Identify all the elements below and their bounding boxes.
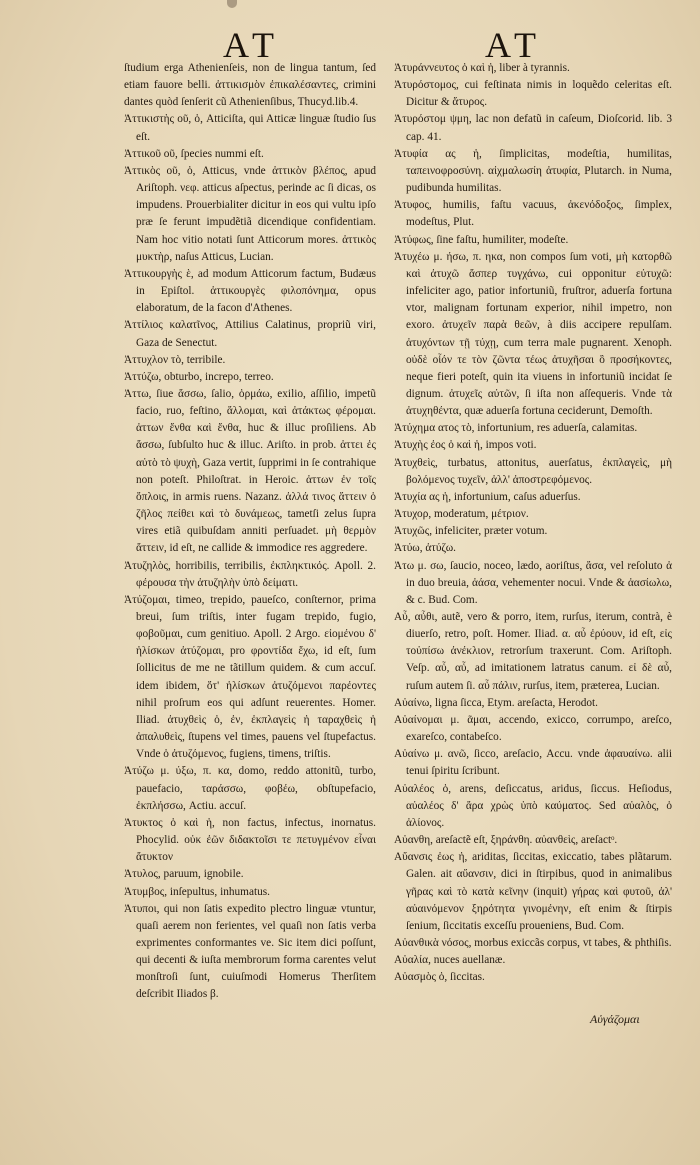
- dictionary-entry: Ἀτυκτος ὁ καὶ ἡ, non factus, infectus, inornatus. Phocylid. οὐκ ἐῶν διδακτοῖσι τε πετυγμένον εἶναι ἄτυκτον: [124, 816, 376, 864]
- running-head-right: AT: [485, 25, 543, 65]
- dictionary-entry: Ἀτυμβος, inſepultus, inhumatus.: [124, 885, 270, 898]
- dictionary-entry: Ἀτω μ. σω, ſaucio, noceo, lædo, aoriſtus, ἄσα, vel reſoluto ἀ in duo breuia, ἀάσα, vehementer nocui. Vnde & ἀασίωλω, & c. Bud. Com.: [394, 559, 672, 606]
- dictionary-entry: Ἀτύζομαι, timeo, trepido, paueſco, conſternor, prima breui, ſum triſtis, inter fugam trepido, fugio, φοβοῦμαι, cum genitiuo. Apoll. 2 Argo. εἰομένου δ' ἡλίσκων ἀτύζομαι, pro φροντίδα ἔχω, id eſt, ſum ſollicitus de me ne tãtillum quidem. & cum accuſ. idem ibidem, ὅτ' ἠλίσκων ἀτυζόμενοι παρέοντες nihil proſrum eos qui adſunt reuerentes. Homer. Iliad. ἀτυχθεὶς ὁ, ἐν, ἐκπλαγεὶς ἡ ταραχθεὶς ἡ ἀπαλυθεὶς, ſtupens vel times, pauens vel ſtupefactus. Vnde ὁ ἀτυζόμενος, fugiens, timens, triſtis.: [124, 593, 376, 761]
- dictionary-entry: Αὐανθικὰ νόσος, morbus exiccãs corpus, vt tabes, & phthiſis.: [394, 936, 672, 949]
- dictionary-entry: Αὐαίνω μ. ανῶ, ſicco, areſacio, Accu. vnde ἀφαυαίνω. alii tenui ſpiritu ſcribunt.: [394, 748, 672, 778]
- dictionary-entry: Ἀτύω, ἀτύζω.: [394, 542, 456, 555]
- dictionary-entry: Ἀτυζηλὸς, horribilis, terribilis, ἐκπληκτικός. Apoll. 2. φέρουσα τὴν ἀτυζηλὴν ὑπὸ δείματι.: [124, 559, 376, 589]
- dictionary-entry: Ἀτυχθεὶς, turbatus, attonitus, auerſatus, ἐκπλαγεὶς, μὴ βολόμενος τυχεῖν, ἀλλ' ἀποστρεφόμενος.: [394, 456, 672, 486]
- catchword: Αὐγάζομαι: [590, 1012, 640, 1026]
- dictionary-entry: Ἀτυχέω μ. ήσω, π. ηκα, non compos ſum voti, μὴ κατορθῶ καὶ ἀτυχῶ ἄσπερ τυγχάνω, cui opponitur εὐτυχῶ: infeliciter ago, patior infortuniũ, fruſtror, aduerſa fortuna vtor, malignam fortunam experior, nihil impetro, non exoro. ἀτυχεῖν παρὰ θεῶν, à diis accipere repulſam. ἀτυχόντων τῇ τύχῃ, cum terra male pugnarent. Xenoph. οὐδὲ οἷόν τε τὸν ζῶντα τέως ἀτυχῆσαι ὃ προσήκοντες, neque fieri poteſt, quin ita viuens in infortuniũ incidat ſe dignum. ἀτυχεῖς αὐτῶν, ſi iſta non aſſequeris. Vnde τὰ ἀτυχηθέντα, quæ aduerſa fortuna ceciderunt, Demoſth.: [394, 250, 672, 418]
- right-column: [394, 60, 672, 986]
- dictionary-entry: Ἀττικιστὴς οῦ, ὁ, Atticiſta, qui Atticæ linguæ ſtudio ſus eſt.: [124, 113, 376, 143]
- dictionary-entry: Αὐαλία, nuces auellanæ.: [394, 954, 506, 967]
- dictionary-entry: Ἀττικουργὴς ὲ, ad modum Atticorum factum, Budæus in Epiſtol. ἀττικουργὲς φιλοπόνημα, opus elaboratum, de la facon d'Athenes.: [124, 267, 376, 315]
- ink-blot: [227, 0, 237, 8]
- dictionary-entry: Αὐαίνομαι μ. ᾶμαι, accendo, exicco, corrumpo, areſco, exareſco, contabeſco.: [394, 713, 672, 744]
- dictionary-entry: Αὐαίνω, ligna ſicca, Etym. areſacta, Herodot.: [394, 696, 599, 709]
- dictionary-entry: Ἀτυχία ας ἡ, infortunium, caſus aduerſus.: [394, 490, 581, 503]
- dictionary-entry: ſtudium erga Athenienſeis, non de lingua tantum, ſed etiam fauore belli. ἀττικισμὸν ἐπικαλέσαντες, crimini dantes quòd ſenſerit cũ Athenienſibus, Thucyd.lib.4.: [124, 62, 376, 109]
- dictionary-entry: Ἀτυφος, humilis, faſtu vacuus, ἀκενόδοξος, ſimplex, modeſtus, Plut.: [394, 199, 672, 229]
- dictionary-entry: Ἀτυρόστομ ψμη, lac non defatũ in caſeum, Dioſcorid. lib. 3 cap. 41.: [394, 113, 672, 143]
- dictionary-entry: Αὖ, αὖθι, autẽ, vero & porro, item, rurſus, iterum, contrà, è diuerſo, retro, poſt. Homer. Iliad. α. αὖ ἐρύουν, id eſt, εἰς τοὐπίσω ἀνέκλιον, retrorſum traxerunt. Com. Ariſtoph. Veſp. αὖ, αὖ, ad imitationem latratus canum. εἰ δὲ αὖ, ruſum autem ſi. αὖ πάλιν, rurſus, item, præterea, Lucian.: [394, 611, 672, 692]
- dictionary-entry: Ἀτυφία ας ἡ, ſimplicitas, modeſtia, humilitas, ταπεινοφροσύνη. αἰχμαλωσίη ἀτυφία, Plutarch. in Numa, pudibunda humilitas.: [394, 147, 672, 195]
- dictionary-entry: Ἀτύζω μ. ύξω, π. κα, domo, reddo attonitũ, turbo, pauefacio, ταράσσω, φοβέω, obſtupefacio, ἐκπλήσσω, Actiu. accuſ.: [124, 765, 376, 812]
- dictionary-entry: Ἀττίλιος καλατῖνος, Attilius Calatinus, propriũ viri, Gaza de Senectut.: [124, 319, 376, 349]
- dictionary-entry: Ἀτύχημα ατος τὸ, infortunium, res aduerſa, calamitas.: [394, 422, 638, 435]
- dictionary-entry: Ἀττυχλον τὸ, terribile.: [124, 353, 226, 366]
- dictionary-entry: Ἀτυλος, paruum, ignobile.: [124, 868, 244, 881]
- dictionary-entry: Ἀτυχορ, moderatum, μέτριον.: [394, 508, 529, 521]
- dictionary-entry: Αὐασμὸς ὁ, ſiccitas.: [394, 971, 485, 984]
- dictionary-entry: Ἀττύζω, obturbo, increpo, terreo.: [124, 370, 274, 383]
- dictionary-entry: Ἀττω, ſiue ἄσσω, ſalio, ὁρμάω, exilio, aſſilio, impetũ facio, ruo, feſtino, ἅλλομαι, καὶ ἀτάκτως φέρομαι. ἀττων ἔνθα καὶ ἔνθα, huc & illuc proſiliens. Ab ἄσσω, ſubſulto huc & illuc. Ariſto. in prob. ἀττει ἐς αὐτὸ τὸ ψυχὴ, Gaza vertit, ſupprimi in ſe contrahique non poteſt. Philoſtrat. in Heroic. ἀττων ἐν τοῖς ὅπλοις, in armis ruens. Nazanz. ἀλλά τινος ἄττειν ὁ ζῆλος πείθει καὶ τὸ δυνάμεως, tametſi zelus ſupra vires etiã quibuſdam anniti perſuadet. μὴ θερμὸν ἄττειν, id eſt, ne callide & immodice res aggredere.: [124, 387, 376, 555]
- dictionary-entry: Ἀτυράννευτος ὁ καὶ ἡ, liber à tyrannis.: [394, 62, 570, 74]
- dictionary-entry: Ἀτυχῶς, infeliciter, præter votum.: [394, 525, 548, 538]
- dictionary-entry: Ἀτυχὴς ἐος ὁ καὶ ἡ, impos voti.: [394, 439, 537, 452]
- dictionary-entry: Ἀττικὸς οῦ, ὁ, Atticus, vnde ἀττικὸν βλέπος, apud Ariſtoph. νεφ. atticus aſpectus, perinde ac ſi dicas, os impudens. Prouerbialiter dicitur in eos qui vultu ipſo præ ſe ferunt impudẽtiã dicendique confidentiam. Nam hoc vitio notati ſunt Atticorum mores. ἀττικὸς μυκτὴρ, naſus Atticus, Lucian.: [124, 164, 376, 263]
- dictionary-entry: Αὔανσις ἐως ἡ, ariditas, ſiccitas, exiccatio, tabes plãtarum. Galen. ait αὔανσιν, dici in ſtirpibus, quod in animalibus γῆρας καὶ τὸ κατὰ κεῖνην (inquit) γήρας καὶ φυτοῦ, ἀλ' αὐαινόμενον ξηρότητα γινομένην, eſt enim & ſtirpis ſenium, ſiccitatis exceſſu proueniens, Bud. Com.: [394, 851, 672, 932]
- dictionary-entry: Ἀτύφως, ſine faſtu, humiliter, modeſte.: [394, 233, 569, 246]
- dictionary-entry: Αὐαλέος ὁ, arens, deſiccatus, aridus, ſiccus. Heſiodus, αὐαλέος δ' ἄρα χρὼς ὑπὸ καύματος. Sed αὐαλὸς, ὁ ἀλίονος.: [394, 782, 672, 829]
- dictionary-entry: Ἀττικοῦ οῦ, ſpecies nummi eſt.: [124, 147, 264, 160]
- running-head-left: AT: [223, 25, 281, 65]
- left-column: [124, 60, 376, 1004]
- dictionary-entry: Ἀτυρόστομος, cui feſtinata nimis in loquẽdo celeritas eſt. Dicitur & ἄτυρος.: [394, 79, 672, 109]
- dictionary-entry: Ἀτυποι, qui non ſatis expedito plectro linguæ vtuntur, quaſi aerem non ferientes, vel quaſi non ſatis verba exprimentes conformantes ve. Sic item dici poſſunt, qui decenti & iuſta membrorum forma carentes velut monſtroſi ſunt, cuiuſmodi Homerus Therſitem deſcribit Iliados β.: [124, 902, 376, 1001]
- dictionary-entry: Αὐανθη, areſactẽ eſt, ξηράνθη. αὐανθεὶς, areſactᵒ.: [394, 834, 618, 847]
